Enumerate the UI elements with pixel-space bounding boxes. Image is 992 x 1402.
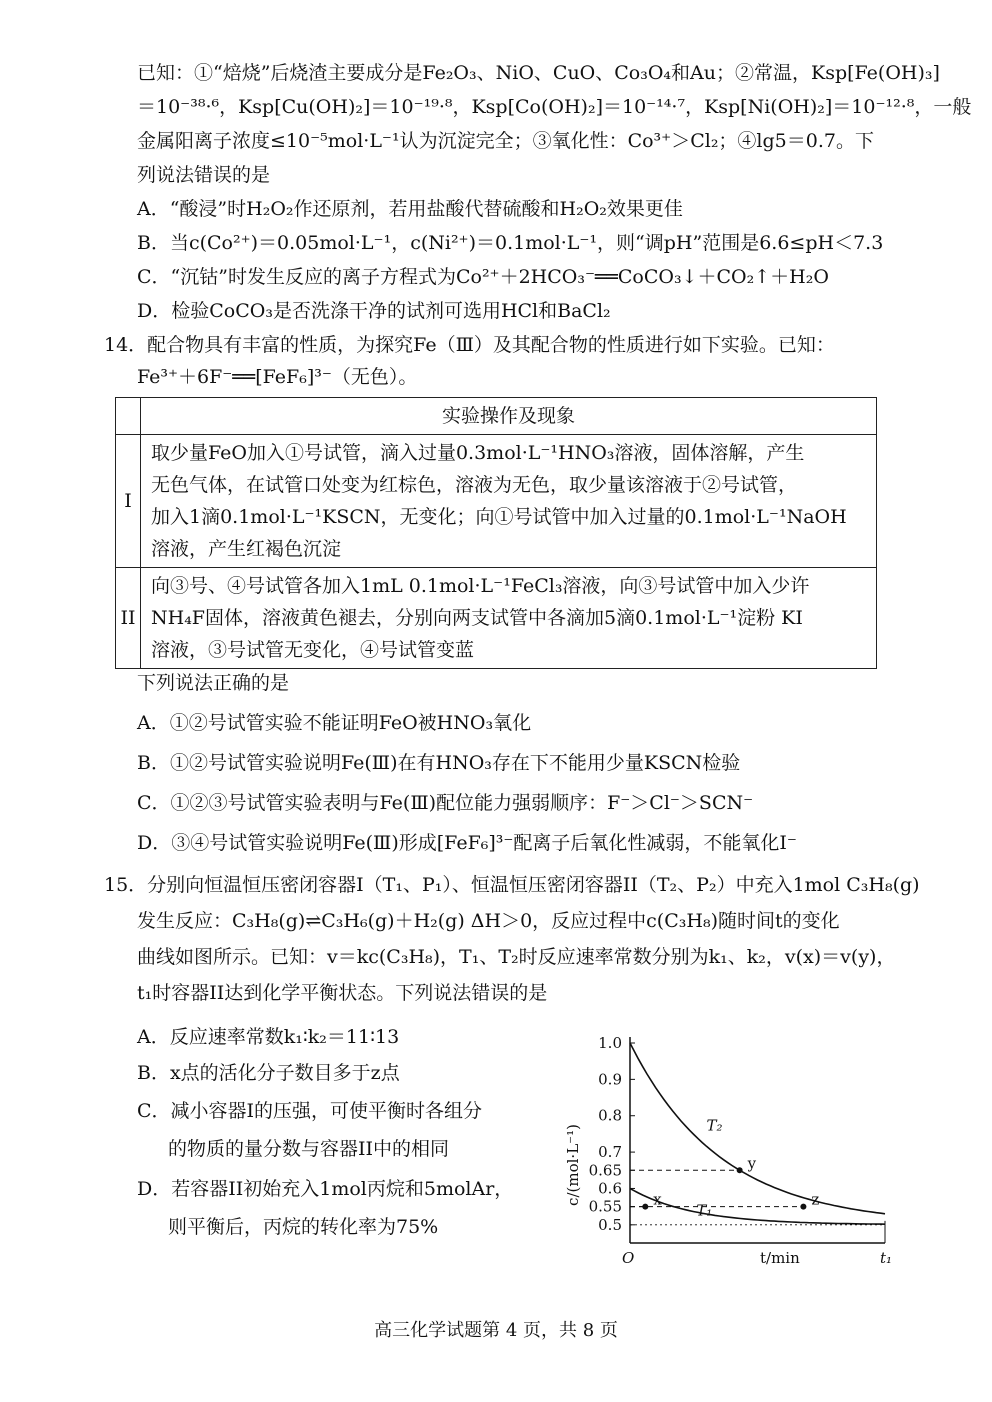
point-z bbox=[800, 1204, 806, 1210]
y-axis-label: c/(mol·L⁻¹) bbox=[564, 1124, 582, 1206]
row-label: I bbox=[116, 435, 141, 568]
q13-option-c: C．“沉钴”时发生反应的离子方程式为Co²⁺＋2HCO₃⁻══CoCO₃↓＋CO₂↑＋H₂O bbox=[137, 266, 829, 288]
table-row bbox=[116, 568, 877, 669]
q15-stem-line-1: 15．分别向恒温恒压密闭容器I（T₁、P₁）、恒温恒压密闭容器II（T₂、P₂）中充入1mol C₃H₈(g) bbox=[104, 874, 920, 896]
row-2-line-1: 向③号、④号试管各加入1mL 0.1mol·L⁻¹FeCl₃溶液，向③号试管中加入少许 bbox=[151, 575, 810, 597]
row-2-line-2: NH₄F固体，溶液黄色褪去，分别向两支试管中各滴加5滴0.1mol·L⁻¹淀粉 KI bbox=[151, 607, 803, 629]
q14-option-a: A．①②号试管实验不能证明FeO被HNO₃氧化 bbox=[137, 712, 532, 734]
series-label: T₁ bbox=[696, 1201, 713, 1220]
q15-option-c-line-2: 的物质的量分数与容器II中的相同 bbox=[168, 1138, 450, 1160]
table-header: 实验操作及现象 bbox=[141, 398, 877, 435]
series-label: T₂ bbox=[706, 1116, 723, 1135]
y-tick-label: 0.8 bbox=[598, 1106, 622, 1125]
q13-given-line-1: 已知：①“焙烧”后烧渣主要成分是Fe₂O₃、NiO、CuO、Co₃O₄和Au；②常温，Ksp[Fe(OH)₃] bbox=[137, 62, 940, 84]
row-content bbox=[141, 568, 877, 669]
q13-given-line-2: ＝10⁻³⁸·⁶，Ksp[Cu(OH)₂]＝10⁻¹⁹·⁸，Ksp[Co(OH)₂]＝10⁻¹⁴·⁷，Ksp[Ni(OH)₂]＝10⁻¹²·⁸，一般 bbox=[137, 96, 972, 118]
row-content bbox=[141, 435, 877, 568]
q14-option-c: C．①②③号试管实验表明与Fe(Ⅲ)配位能力强弱顺序：F⁻＞Cl⁻＞SCN⁻ bbox=[137, 792, 754, 814]
table-row bbox=[116, 435, 877, 568]
q15-option-d-line-2: 则平衡后，丙烷的转化率为75% bbox=[168, 1216, 439, 1238]
q15-stem-line-3: 曲线如图所示。已知：v＝kc(C₃H₈)，T₁、T₂时反应速率常数分别为k₁、k₂，v(x)＝v(y)， bbox=[137, 946, 896, 968]
row-1-line-4: 溶液，产生红褐色沉淀 bbox=[151, 538, 342, 560]
q14-option-b: B．①②号试管实验说明Fe(Ⅲ)在有HNO₃存在下不能用少量KSCN检验 bbox=[137, 752, 741, 774]
q14-stem-line-1: 14．配合物具有丰富的性质，为探究Fe（Ⅲ）及其配合物的性质进行如下实验。已知： bbox=[104, 334, 835, 356]
y-tick-label: 0.65 bbox=[588, 1161, 622, 1180]
y-tick-label: 1.0 bbox=[598, 1034, 622, 1052]
q14-option-d: D．③④号试管实验说明Fe(Ⅲ)形成[FeF₆]³⁻配离子后氧化性减弱，不能氧化I⁻ bbox=[137, 832, 797, 854]
y-tick-label: 0.7 bbox=[598, 1143, 622, 1162]
t1-label: t₁ bbox=[880, 1249, 893, 1267]
q13-option-b: B．当c(Co²⁺)＝0.05mol·L⁻¹，c(Ni²⁺)＝0.1mol·L⁻¹，则“调pH”范围是6.6≤pH＜7.3 bbox=[137, 232, 884, 254]
q15-stem-line-4: t₁时容器II达到化学平衡状态。下列说法错误的是 bbox=[137, 982, 548, 1004]
point-label-x: x bbox=[653, 1190, 662, 1209]
point-label-z: z bbox=[811, 1190, 820, 1209]
q15-stem-line-2: 发生反应：C₃H₈(g)⇌C₃H₆(g)＋H₂(g) ΔH＞0，反应过程中c(C₃H₈)随时间t的变化 bbox=[137, 910, 840, 932]
q14-prompt: 下列说法正确的是 bbox=[137, 672, 290, 694]
row-1-line-1: 取少量FeO加入①号试管，滴入过量0.3mol·L⁻¹HNO₃溶液，固体溶解，产生 bbox=[151, 442, 805, 464]
y-tick-label: 0.9 bbox=[598, 1070, 622, 1089]
q15-option-d-line-1: D．若容器II初始充入1mol丙烷和5molAr， bbox=[137, 1178, 514, 1200]
row-1-line-3: 加入1滴0.1mol·L⁻¹KSCN，无变化；向①号试管中加入过量的0.1mol·L⁻¹NaOH bbox=[151, 506, 847, 528]
point-x bbox=[642, 1204, 648, 1210]
x-axis-label: t/min bbox=[760, 1249, 800, 1267]
q13-given-line-4: 列说法错误的是 bbox=[137, 164, 271, 186]
row-label: II bbox=[116, 568, 141, 669]
y-tick-label: 0.5 bbox=[598, 1215, 622, 1234]
table-corner bbox=[116, 398, 141, 435]
q14-stem-line-2: Fe³⁺＋6F⁻══[FeF₆]³⁻（无色）。 bbox=[137, 366, 418, 388]
chart-plot-area bbox=[589, 1034, 885, 1243]
series-line-t2 bbox=[630, 1043, 885, 1214]
page-footer: 高三化学试题第 4 页，共 8 页 bbox=[374, 1320, 618, 1341]
row-1-line-2: 无色气体，在试管口处变为红棕色，溶液为无色，取少量该溶液于②号试管， bbox=[151, 474, 798, 496]
point-label-y: y bbox=[747, 1154, 757, 1173]
q15-option-b: B．x点的活化分子数目多于z点 bbox=[137, 1062, 400, 1084]
concentration-time-chart bbox=[550, 1025, 895, 1275]
row-2-line-3: 溶液，③号试管无变化，④号试管变蓝 bbox=[151, 639, 475, 661]
experiment-table bbox=[115, 397, 877, 669]
q15-option-a: A．反应速率常数k₁∶k₂＝11∶13 bbox=[137, 1026, 400, 1048]
y-tick-label: 0.55 bbox=[588, 1197, 622, 1216]
origin-label: O bbox=[622, 1249, 635, 1267]
q13-option-d: D．检验CoCO₃是否洗涤干净的试剂可选用HCl和BaCl₂ bbox=[137, 300, 611, 322]
y-tick-label: 0.6 bbox=[598, 1179, 622, 1198]
q13-given-line-3: 金属阳离子浓度≤10⁻⁵mol·L⁻¹认为沉淀完全；③氧化性：Co³⁺＞Cl₂；④lg5＝0.7。下 bbox=[137, 130, 874, 152]
q13-option-a: A．“酸浸”时H₂O₂作还原剂，若用盐酸代替硫酸和H₂O₂效果更佳 bbox=[137, 198, 683, 220]
q15-option-c-line-1: C．减小容器I的压强，可使平衡时各组分 bbox=[137, 1100, 483, 1122]
point-y bbox=[737, 1167, 743, 1173]
